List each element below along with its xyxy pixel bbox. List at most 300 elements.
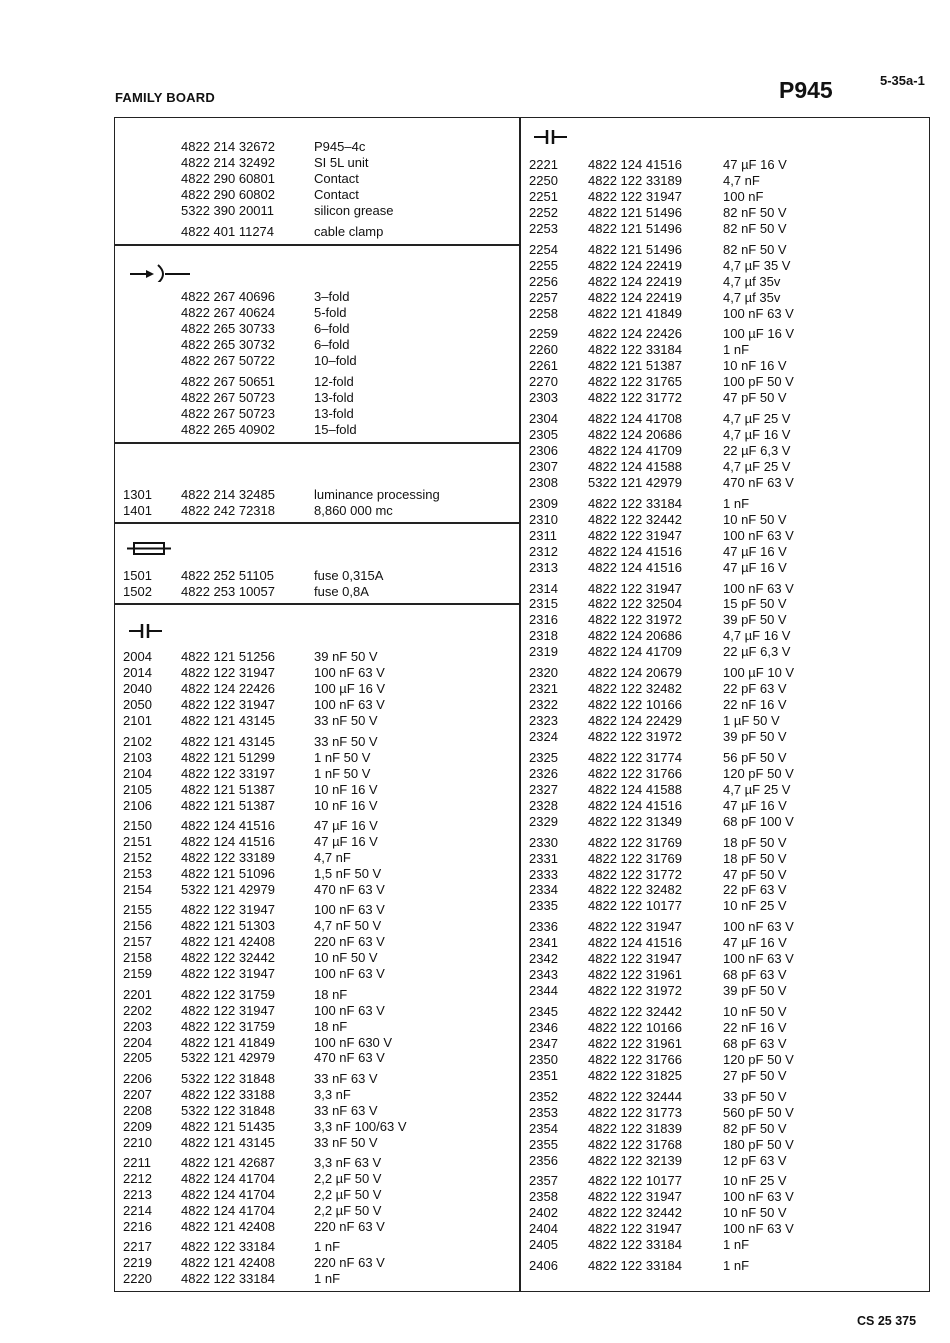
row-pos: 2104 [123,766,152,781]
row-pos: 2103 [123,750,152,765]
row-pos: 2308 [529,474,558,490]
row-desc: 4,7 µF 16 V [723,427,791,443]
row-pos: 2202 [123,1003,152,1018]
row-code: 4822 122 32504 [588,596,682,612]
row-pos: 2343 [529,967,558,983]
row-desc: Contact [314,171,359,186]
row-code: 4822 122 33189 [181,850,275,865]
row-pos: 2256 [529,273,558,289]
row-pos: 2210 [123,1135,152,1150]
row-pos: 2014 [123,665,152,680]
row-code: 4822 121 41849 [181,1035,275,1050]
row-desc: 13-fold [314,390,354,405]
row-code: 4822 122 10166 [588,697,682,713]
footer-code: CS 25 375 [857,1314,917,1328]
row-pos: 2314 [529,580,558,596]
row-code: 4822 122 31766 [588,765,682,781]
row-code: 4822 290 60802 [181,187,275,202]
row-desc: 100 µF 10 V [723,665,795,681]
row-desc: 1 nF [723,1237,750,1253]
row-code: 4822 124 41516 [588,797,682,813]
row-code: 4822 122 31774 [588,749,682,765]
row-desc: 10 nF 16 V [314,798,378,813]
row-code: 4822 122 33184 [181,1239,275,1254]
row-code: 4822 122 31759 [181,1019,275,1034]
row-desc: 100 nF 63 V [723,919,794,935]
row-desc: 4,7 µf 35v [723,273,781,289]
row-desc: 18 pF 50 V [723,834,787,850]
row-desc: 3,3 nF 63 V [314,1155,382,1170]
row-code: 5322 121 42979 [181,1050,275,1065]
row-desc: 1,5 nF 50 V [314,866,382,881]
row-code: 4822 121 43145 [181,713,275,728]
row-desc: 68 pF 63 V [723,1035,787,1051]
connector-icon [128,262,192,282]
row-pos: 2155 [123,902,152,917]
fuse-icon [127,540,173,558]
row-pos: 2333 [529,866,558,882]
row-pos: 2257 [529,289,558,305]
row-desc: 100 nF 63 V [723,580,794,596]
row-desc: 1 µF 50 V [723,713,780,729]
row-pos: 2214 [123,1203,152,1218]
row-desc: 470 nF 63 V [314,1050,385,1065]
row-desc: 18 nF [314,1019,348,1034]
row-code: 4822 122 32139 [588,1152,682,1168]
row-code: 4822 242 72318 [181,503,275,518]
row-desc: 470 nF 63 V [314,882,385,897]
row-desc: 47 pF 50 V [723,866,787,882]
row-pos: 2260 [529,342,558,358]
row-desc: 100 pF 50 V [723,374,794,390]
row-desc: 4,7 µF 25 V [723,458,791,474]
row-pos: 2355 [529,1136,558,1152]
row-desc: 47 µF 16 V [723,797,787,813]
row-desc: 39 nF 50 V [314,649,378,664]
row-desc: 100 nF 63 V [723,527,794,543]
row-code: 4822 122 33184 [588,1237,682,1253]
row-desc: 4,7 nF [723,172,760,188]
row-pos: 2310 [529,511,558,527]
row-pos: 2206 [123,1071,152,1086]
row-code: 4822 267 50723 [181,406,275,421]
row-desc: 10–fold [314,353,357,368]
row-pos: 2213 [123,1187,152,1202]
row-code: 4822 265 40902 [181,422,275,437]
row-code: 4822 121 51256 [181,649,275,664]
row-desc: 3,3 nF [314,1087,351,1102]
row-desc: 68 pF 100 V [723,813,794,829]
row-code: 4822 121 51096 [181,866,275,881]
row-code: 4822 267 50722 [181,353,275,368]
row-pos: 2219 [123,1255,152,1270]
row-code: 4822 122 31961 [588,967,682,983]
row-desc: 3,3 nF 100/63 V [314,1119,407,1134]
row-desc: 10 nF 25 V [723,898,787,914]
row-code: 4822 267 50723 [181,390,275,405]
row-code: 4822 122 31947 [588,188,682,204]
row-code: 4822 124 20686 [588,628,682,644]
row-desc: 22 nF 16 V [723,1019,787,1035]
section-divider [114,244,520,246]
row-code: 4822 214 32672 [181,139,275,154]
row-desc: 1 nF [723,495,750,511]
row-desc: 4,7 µF 16 V [723,628,791,644]
row-desc: 1 nF [723,1258,750,1274]
section-divider [114,442,520,444]
row-pos: 2255 [529,257,558,273]
row-pos: 2208 [123,1103,152,1118]
row-pos: 2211 [123,1155,151,1170]
row-desc: 82 pF 50 V [723,1120,787,1136]
row-code: 4822 122 31947 [588,580,682,596]
row-desc: Contact [314,187,359,202]
row-pos: 2159 [123,966,152,981]
row-pos: 2040 [123,681,152,696]
row-desc: fuse 0,8A [314,584,369,599]
row-code: 4822 122 31947 [181,697,275,712]
row-code: 4822 122 31947 [588,1221,682,1237]
row-code: 4822 122 32482 [588,681,682,697]
row-code: 4822 124 22419 [588,289,682,305]
row-pos: 2330 [529,834,558,850]
row-desc: 100 µF 16 V [723,326,795,342]
row-pos: 2221 [529,157,558,172]
row-desc: 82 nF 50 V [723,204,787,220]
row-pos: 2304 [529,411,558,427]
row-desc: 47 µF 16 V [723,543,787,559]
row-desc: cable clamp [314,224,384,239]
row-desc: 1 nF 50 V [314,750,371,765]
row-desc: 47 µF 16 V [723,559,787,575]
row-desc: 10 nF 16 V [314,782,378,797]
row-desc: 4,7 nF 50 V [314,918,382,933]
row-pos: 2209 [123,1119,152,1134]
row-pos: 2217 [123,1239,152,1254]
row-code: 4822 122 31947 [181,902,275,917]
row-pos: 2313 [529,559,558,575]
row-code: 4822 124 41704 [181,1187,275,1202]
row-code: 4822 214 32492 [181,155,275,170]
row-pos: 2220 [123,1271,152,1286]
capacitor-icon [533,128,569,146]
row-code: 4822 124 41704 [181,1203,275,1218]
row-code: 4822 124 22419 [588,273,682,289]
row-desc: 120 pF 50 V [723,1051,794,1067]
row-code: 4822 122 31947 [588,951,682,967]
row-code: 4822 122 31766 [588,1051,682,1067]
row-pos: 2150 [123,818,152,833]
row-pos: 2334 [529,882,558,898]
row-code: 4822 121 51387 [181,798,275,813]
row-code: 4822 121 42408 [181,1255,275,1270]
row-code: 4822 122 33184 [588,342,682,358]
row-desc: 22 nF 16 V [723,697,787,713]
row-desc: 47 µF 16 V [314,834,378,849]
row-code: 4822 122 32442 [181,950,275,965]
row-code: 4822 122 32442 [588,511,682,527]
row-code: 4822 122 31972 [588,612,682,628]
row-pos: 2152 [123,850,152,865]
row-pos: 2205 [123,1050,152,1065]
row-desc: 4,7 µF 25 V [723,411,791,427]
row-code: 4822 122 31765 [588,374,682,390]
row-desc: 220 nF 63 V [314,934,385,949]
row-code: 4822 121 42408 [181,934,275,949]
row-code: 4822 122 31772 [588,390,682,406]
row-code: 4822 252 51105 [181,568,275,583]
row-desc: 10 nF 50 V [723,1004,787,1019]
row-pos: 1501 [123,568,152,583]
row-desc: 15–fold [314,422,357,437]
row-pos: 2250 [529,172,558,188]
row-desc: 5-fold [314,305,347,320]
row-code: 4822 124 41516 [588,157,682,172]
row-pos: 2347 [529,1035,558,1051]
row-desc: 47 µF 16 V [723,935,787,951]
row-desc: 15 pF 50 V [723,596,787,612]
row-code: 5322 390 20011 [181,203,275,218]
row-code: 4822 122 31947 [181,665,275,680]
row-desc: 4,7 µF 35 V [723,257,791,273]
row-desc: 22 µF 6,3 V [723,443,791,458]
row-desc: 39 pF 50 V [723,729,787,744]
row-desc: 100 nF 63 V [314,966,385,981]
row-code: 4822 122 31773 [588,1104,682,1120]
row-pos: 2323 [529,713,558,729]
row-code: 4822 122 31947 [588,527,682,543]
row-desc: 100 nF 63 V [723,951,794,967]
row-pos: 2351 [529,1067,558,1083]
row-code: 4822 122 31947 [588,1189,682,1205]
row-desc: 1 nF [723,342,750,358]
row-desc: 100 nF 63 V [723,1189,794,1205]
row-desc: 47 pF 50 V [723,390,787,406]
row-pos: 2342 [529,951,558,967]
row-desc: 33 pF 50 V [723,1088,787,1104]
row-pos: 2102 [123,734,152,749]
row-code: 4822 290 60801 [181,171,275,186]
row-pos: 2312 [529,543,558,559]
row-code: 4822 121 43145 [181,734,275,749]
row-code: 4822 122 31972 [588,729,682,744]
row-code: 4822 124 41516 [588,559,682,575]
row-code: 4822 124 22429 [588,713,682,729]
row-desc: 6–fold [314,337,350,352]
row-code: 4822 122 31972 [588,983,682,999]
row-code: 4822 265 30733 [181,321,275,336]
row-code: 5322 122 31848 [181,1071,275,1086]
row-desc: 100 nF 63 V [314,697,385,712]
row-desc: 22 pF 63 V [723,681,787,697]
row-code: 4822 124 41709 [588,443,682,458]
row-desc: 18 nF [314,987,348,1002]
row-code: 5322 121 42979 [588,474,682,490]
row-desc: 33 nF 50 V [314,734,378,749]
row-desc: 10 nF 50 V [723,1205,787,1221]
section-divider [114,522,520,524]
row-desc: luminance processing [314,487,440,502]
row-desc: 560 pF 50 V [723,1104,794,1120]
row-pos: 2324 [529,729,558,744]
row-pos: 2154 [123,882,152,897]
row-desc: 33 nF 50 V [314,713,378,728]
row-code: 4822 121 51299 [181,750,275,765]
row-desc: 47 µF 16 V [314,818,378,833]
row-pos: 2254 [529,241,558,257]
row-desc: 180 pF 50 V [723,1136,794,1152]
row-pos: 2353 [529,1104,558,1120]
row-desc: 18 pF 50 V [723,850,787,866]
row-code: 4822 121 51387 [181,782,275,797]
row-code: 4822 122 10166 [588,1019,682,1035]
row-desc: 68 pF 63 V [723,967,787,983]
row-code: 4822 214 32485 [181,487,275,502]
row-pos: 2404 [529,1221,558,1237]
row-pos: 2352 [529,1088,558,1104]
row-code: 4822 122 31759 [181,987,275,1002]
row-code: 4822 124 22426 [588,326,682,342]
row-code: 4822 122 32482 [588,882,682,898]
row-desc: fuse 0,315A [314,568,384,583]
column-divider [519,117,521,1292]
row-pos: 2253 [529,220,558,236]
row-pos: 2315 [529,596,558,612]
row-pos: 2153 [123,866,152,881]
row-code: 4822 122 31961 [588,1035,682,1051]
row-desc: 100 nF 63 V [314,1003,385,1018]
row-desc: 27 pF 50 V [723,1067,787,1083]
row-pos: 2341 [529,935,558,951]
row-desc: 100 nF 63 V [314,665,385,680]
row-code: 4822 121 51496 [588,220,682,236]
row-pos: 1401 [123,503,152,518]
row-desc: 13-fold [314,406,354,421]
row-code: 4822 121 51496 [588,241,682,257]
row-pos: 2306 [529,443,558,458]
row-pos: 2402 [529,1205,558,1221]
row-code: 4822 121 51435 [181,1119,275,1134]
row-code: 4822 124 41588 [588,458,682,474]
row-pos: 2326 [529,765,558,781]
row-code: 4822 122 33189 [588,172,682,188]
row-desc: silicon grease [314,203,394,218]
row-code: 4822 124 41516 [588,543,682,559]
row-desc: 1 nF [314,1239,341,1254]
row-desc: 33 nF 50 V [314,1135,378,1150]
row-code: 4822 122 31947 [181,1003,275,1018]
row-code: 4822 121 51303 [181,918,275,933]
row-desc: 100 µF 16 V [314,681,386,696]
row-pos: 2151 [123,834,152,849]
row-pos: 2258 [529,305,558,321]
capacitor-icon [128,622,164,640]
row-pos: 2357 [529,1173,558,1189]
row-desc: 220 nF 63 V [314,1219,385,1234]
row-pos: 2251 [529,188,558,204]
row-desc: 2,2 µF 50 V [314,1171,382,1186]
row-code: 4822 122 32444 [588,1088,682,1104]
row-desc: 10 nF 50 V [314,950,378,965]
row-pos: 2345 [529,1004,558,1019]
row-code: 4822 124 41588 [588,781,682,797]
row-pos: 2405 [529,1237,558,1253]
row-code: 4822 122 31768 [588,1136,682,1152]
row-desc: 1 nF [314,1271,341,1286]
row-code: 4822 122 32442 [588,1205,682,1221]
row-pos: 2346 [529,1019,558,1035]
row-desc: 100 nF 63 V [723,305,794,321]
row-code: 4822 122 31349 [588,813,682,829]
row-code: 4822 121 42408 [181,1219,275,1234]
row-desc: 470 nF 63 V [723,474,794,490]
row-code: 4822 122 31769 [588,834,682,850]
row-code: 4822 267 40696 [181,289,275,304]
row-pos: 2050 [123,697,152,712]
row-pos: 2261 [529,358,558,374]
row-pos: 2216 [123,1219,152,1234]
row-pos: 2327 [529,781,558,797]
row-desc: 47 µF 16 V [723,157,787,172]
row-pos: 2318 [529,628,558,644]
row-pos: 2358 [529,1189,558,1205]
row-desc: 220 nF 63 V [314,1255,385,1270]
row-desc: 1 nF 50 V [314,766,371,781]
row-pos: 2328 [529,797,558,813]
row-pos: 1301 [123,487,152,502]
row-desc: 100 nF 630 V [314,1035,393,1050]
row-code: 4822 124 41516 [588,935,682,951]
row-code: 4822 124 41516 [181,818,275,833]
row-desc: 12 pF 63 V [723,1152,787,1168]
row-code: 4822 122 31947 [588,919,682,935]
section-divider [114,603,520,605]
row-code: 4822 122 33184 [588,1258,682,1274]
row-code: 4822 124 41709 [588,644,682,660]
row-pos: 2212 [123,1171,152,1186]
row-pos: 2207 [123,1087,152,1102]
row-pos: 2316 [529,612,558,628]
row-desc: 4,7 µF 25 V [723,781,791,797]
row-code: 4822 122 31772 [588,866,682,882]
row-desc: 56 pF 50 V [723,749,787,765]
row-code: 4822 124 22426 [181,681,275,696]
row-pos: 2354 [529,1120,558,1136]
row-desc: 22 µF 6,3 V [723,644,791,660]
row-pos: 2101 [123,713,152,728]
row-pos: 2406 [529,1258,558,1274]
row-code: 4822 121 43145 [181,1135,275,1150]
row-code: 4822 121 42687 [181,1155,275,1170]
row-pos: 2105 [123,782,152,797]
row-code: 4822 121 41849 [588,305,682,321]
row-pos: 2336 [529,919,558,935]
row-pos: 2321 [529,681,558,697]
row-pos: 2309 [529,495,558,511]
row-code: 5322 122 31848 [181,1103,275,1118]
row-code: 4822 122 31769 [588,850,682,866]
row-pos: 2311 [529,527,557,543]
row-desc: 10 nF 16 V [723,358,787,374]
row-desc: 22 pF 63 V [723,882,787,898]
row-pos: 2158 [123,950,152,965]
row-desc: 2,2 µF 50 V [314,1203,382,1218]
row-pos: 2204 [123,1035,152,1050]
page-title: FAMILY BOARD [115,90,215,105]
row-pos: 2320 [529,665,558,681]
row-code: 4822 124 41704 [181,1171,275,1186]
row-desc: 33 nF 63 V [314,1103,378,1118]
